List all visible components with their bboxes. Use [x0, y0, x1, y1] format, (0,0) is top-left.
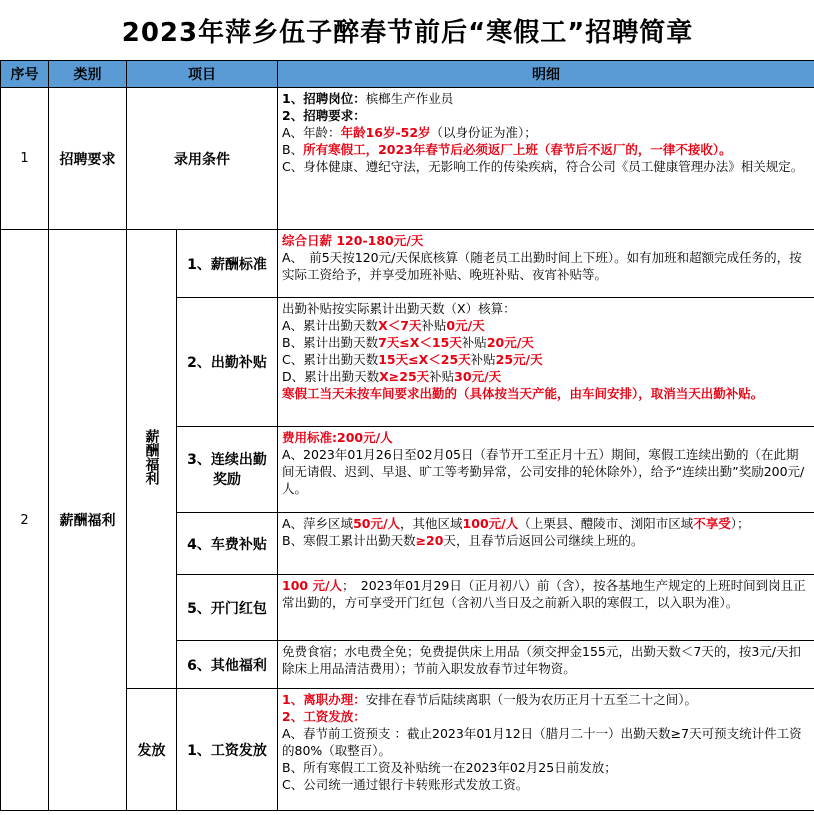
- emphasis-text: 综合日薪 120-180元/天: [282, 233, 424, 248]
- item-salary-standard: 1、薪酬标准: [177, 230, 278, 298]
- table-header: [1, 61, 814, 88]
- emphasis-text: 15天≤X＜25天: [378, 352, 471, 367]
- text: A、春节前工资预支 ：截止2023年01月12日（腊月二十一）出勤天数≥7天可预支统计件工资的80%（取整百）。: [282, 726, 802, 758]
- emphasis-text: 0元/天: [446, 318, 485, 333]
- detail-cell: [278, 88, 814, 230]
- text: （以身份证为准）；: [430, 125, 537, 140]
- text: B、: [282, 142, 304, 157]
- text: 补贴: [470, 352, 496, 367]
- text: （上栗县、醴陵市、浏阳市区域: [518, 516, 694, 531]
- text: A、2023年01月26日至02月05日（春节开工至正月十五）期间，寒假工连续出勤的（在此期间无请假、迟到、早退、旷工等考勤异常，公司安排的轮休除外），给予“连续出勤”奖励200元/人。: [282, 447, 805, 496]
- item-attendance-subsidy: 2、出勤补贴: [177, 298, 278, 427]
- text: B、寒假工累计出勤天数: [282, 533, 416, 548]
- text: 奖励: [213, 471, 241, 488]
- detail-cell: [278, 641, 814, 689]
- detail-cell: [278, 230, 814, 298]
- emphasis-text: 7天≤X＜15天: [378, 335, 462, 350]
- text: 1、招聘岗位：: [282, 91, 366, 106]
- detail-cell: [278, 575, 814, 641]
- detail-cell: [278, 298, 814, 427]
- subcategory-pay-welfare: 薪酬福利: [127, 230, 177, 689]
- item-wage-payment: 1、工资发放: [177, 689, 278, 811]
- text: 补贴: [461, 335, 487, 350]
- subcategory-payment: 发放: [127, 689, 177, 811]
- text: 免费食宿；水电费全免；免费提供床上用品（须交押金155元，出勤天数＜7天的，按3元/天扣除床上用品清洁费用）；节前入职发放春节过年物资。: [282, 644, 801, 676]
- item-other-welfare: 6、其他福利: [177, 641, 278, 689]
- text: A、萍乡区域: [282, 516, 354, 531]
- page-title: 2023年萍乡伍子醉春节前后“寒假工”招聘简章: [1, 0, 814, 61]
- emphasis-text: 100 元/人: [282, 578, 343, 593]
- text: C、身体健康、遵纪守法，无影响工作的传染疾病，符合公司《员工健康管理办法》相关规定。: [282, 159, 804, 174]
- text: 安排在春节后陆续离职（一般为农历正月十五至二十之间）。: [365, 692, 697, 707]
- text: 补贴: [429, 369, 455, 384]
- col-header-no: 序号: [1, 61, 49, 88]
- item-continuous-attendance-bonus: [177, 427, 278, 513]
- text: A、年龄：: [282, 125, 341, 140]
- text: A、累计出勤天数: [282, 318, 379, 333]
- text: D、累计出勤天数: [282, 369, 380, 384]
- emphasis-text: X≥25天: [379, 369, 430, 384]
- emphasis-text: 30元/天: [454, 369, 502, 384]
- item-transport-subsidy: 4、车费补贴: [177, 513, 278, 575]
- col-header-detail: 明细: [278, 61, 814, 88]
- emphasis-text: 费用标准:200元/人: [282, 430, 393, 445]
- detail-cell: [278, 427, 814, 513]
- emphasis-text: X＜7天: [378, 318, 422, 333]
- emphasis-text: 1、离职办理：: [282, 692, 366, 707]
- text: 出勤补贴按实际累计出勤天数（X）核算：: [282, 301, 516, 316]
- row-number: 1: [1, 88, 49, 230]
- row-number: 2: [1, 230, 49, 811]
- text: A、 前5天按120元/天保底核算（随老员工出勤时间上下班）。如有加班和超额完成任务的，按实际工资给予，并享受加班补贴、晚班补贴、夜宵补贴等。: [282, 250, 802, 282]
- text: 2、招聘要求：: [282, 108, 366, 123]
- col-header-category: 类别: [49, 61, 127, 88]
- text: 槟榔生产作业员: [365, 91, 454, 106]
- emphasis-text: 所有寒假工，2023年春节后必须返厂上班（春节后不返厂的，一律不接收）。: [303, 142, 732, 157]
- text: 3、连续出勤: [187, 451, 267, 468]
- emphasis-text: ≥20: [415, 533, 444, 548]
- emphasis-text: 不享受: [693, 516, 731, 531]
- emphasis-text: 年龄16岁-52岁: [340, 125, 431, 140]
- text: ）；: [730, 516, 750, 531]
- row-item: 录用条件: [127, 88, 278, 230]
- text: B、所有寒假工工资及补贴统一在2023年02月25日前发放；: [282, 760, 617, 775]
- item-opening-red-packet: 5、开门红包: [177, 575, 278, 641]
- emphasis-text: 50元/人: [353, 516, 401, 531]
- text: ； 2023年01月29日（正月初八）前（含），按各基地生产规定的上班时间到岗且正常出勤的，方可享受开门红包（含初八当日及之前新入职的寒假工，以入职为准）。: [282, 578, 806, 610]
- table-row: [1, 230, 814, 298]
- emphasis-text: 100元/人: [462, 516, 519, 531]
- text: ，其他区域: [400, 516, 463, 531]
- table-row: [1, 88, 814, 230]
- text: 天，且春节后返回公司继续上班的。: [443, 533, 644, 548]
- emphasis-text: 2、工资发放：: [282, 709, 366, 724]
- text: C、公司统一通过银行卡转账形式发放工资。: [282, 777, 529, 792]
- emphasis-text: 寒假工当天未按车间要求出勤的（具体按当天产能，由车间安排），取消当天出勤补贴。: [282, 386, 764, 401]
- detail-cell: [278, 689, 814, 811]
- emphasis-text: 20元/天: [486, 335, 534, 350]
- detail-cell: [278, 513, 814, 575]
- text: B、累计出勤天数: [282, 335, 379, 350]
- row-category: 薪酬福利: [49, 230, 127, 811]
- text: C、累计出勤天数: [282, 352, 379, 367]
- col-header-item: 项目: [127, 61, 278, 88]
- emphasis-text: 25元/天: [495, 352, 543, 367]
- text: 补贴: [421, 318, 447, 333]
- row-category: 招聘要求: [49, 88, 127, 230]
